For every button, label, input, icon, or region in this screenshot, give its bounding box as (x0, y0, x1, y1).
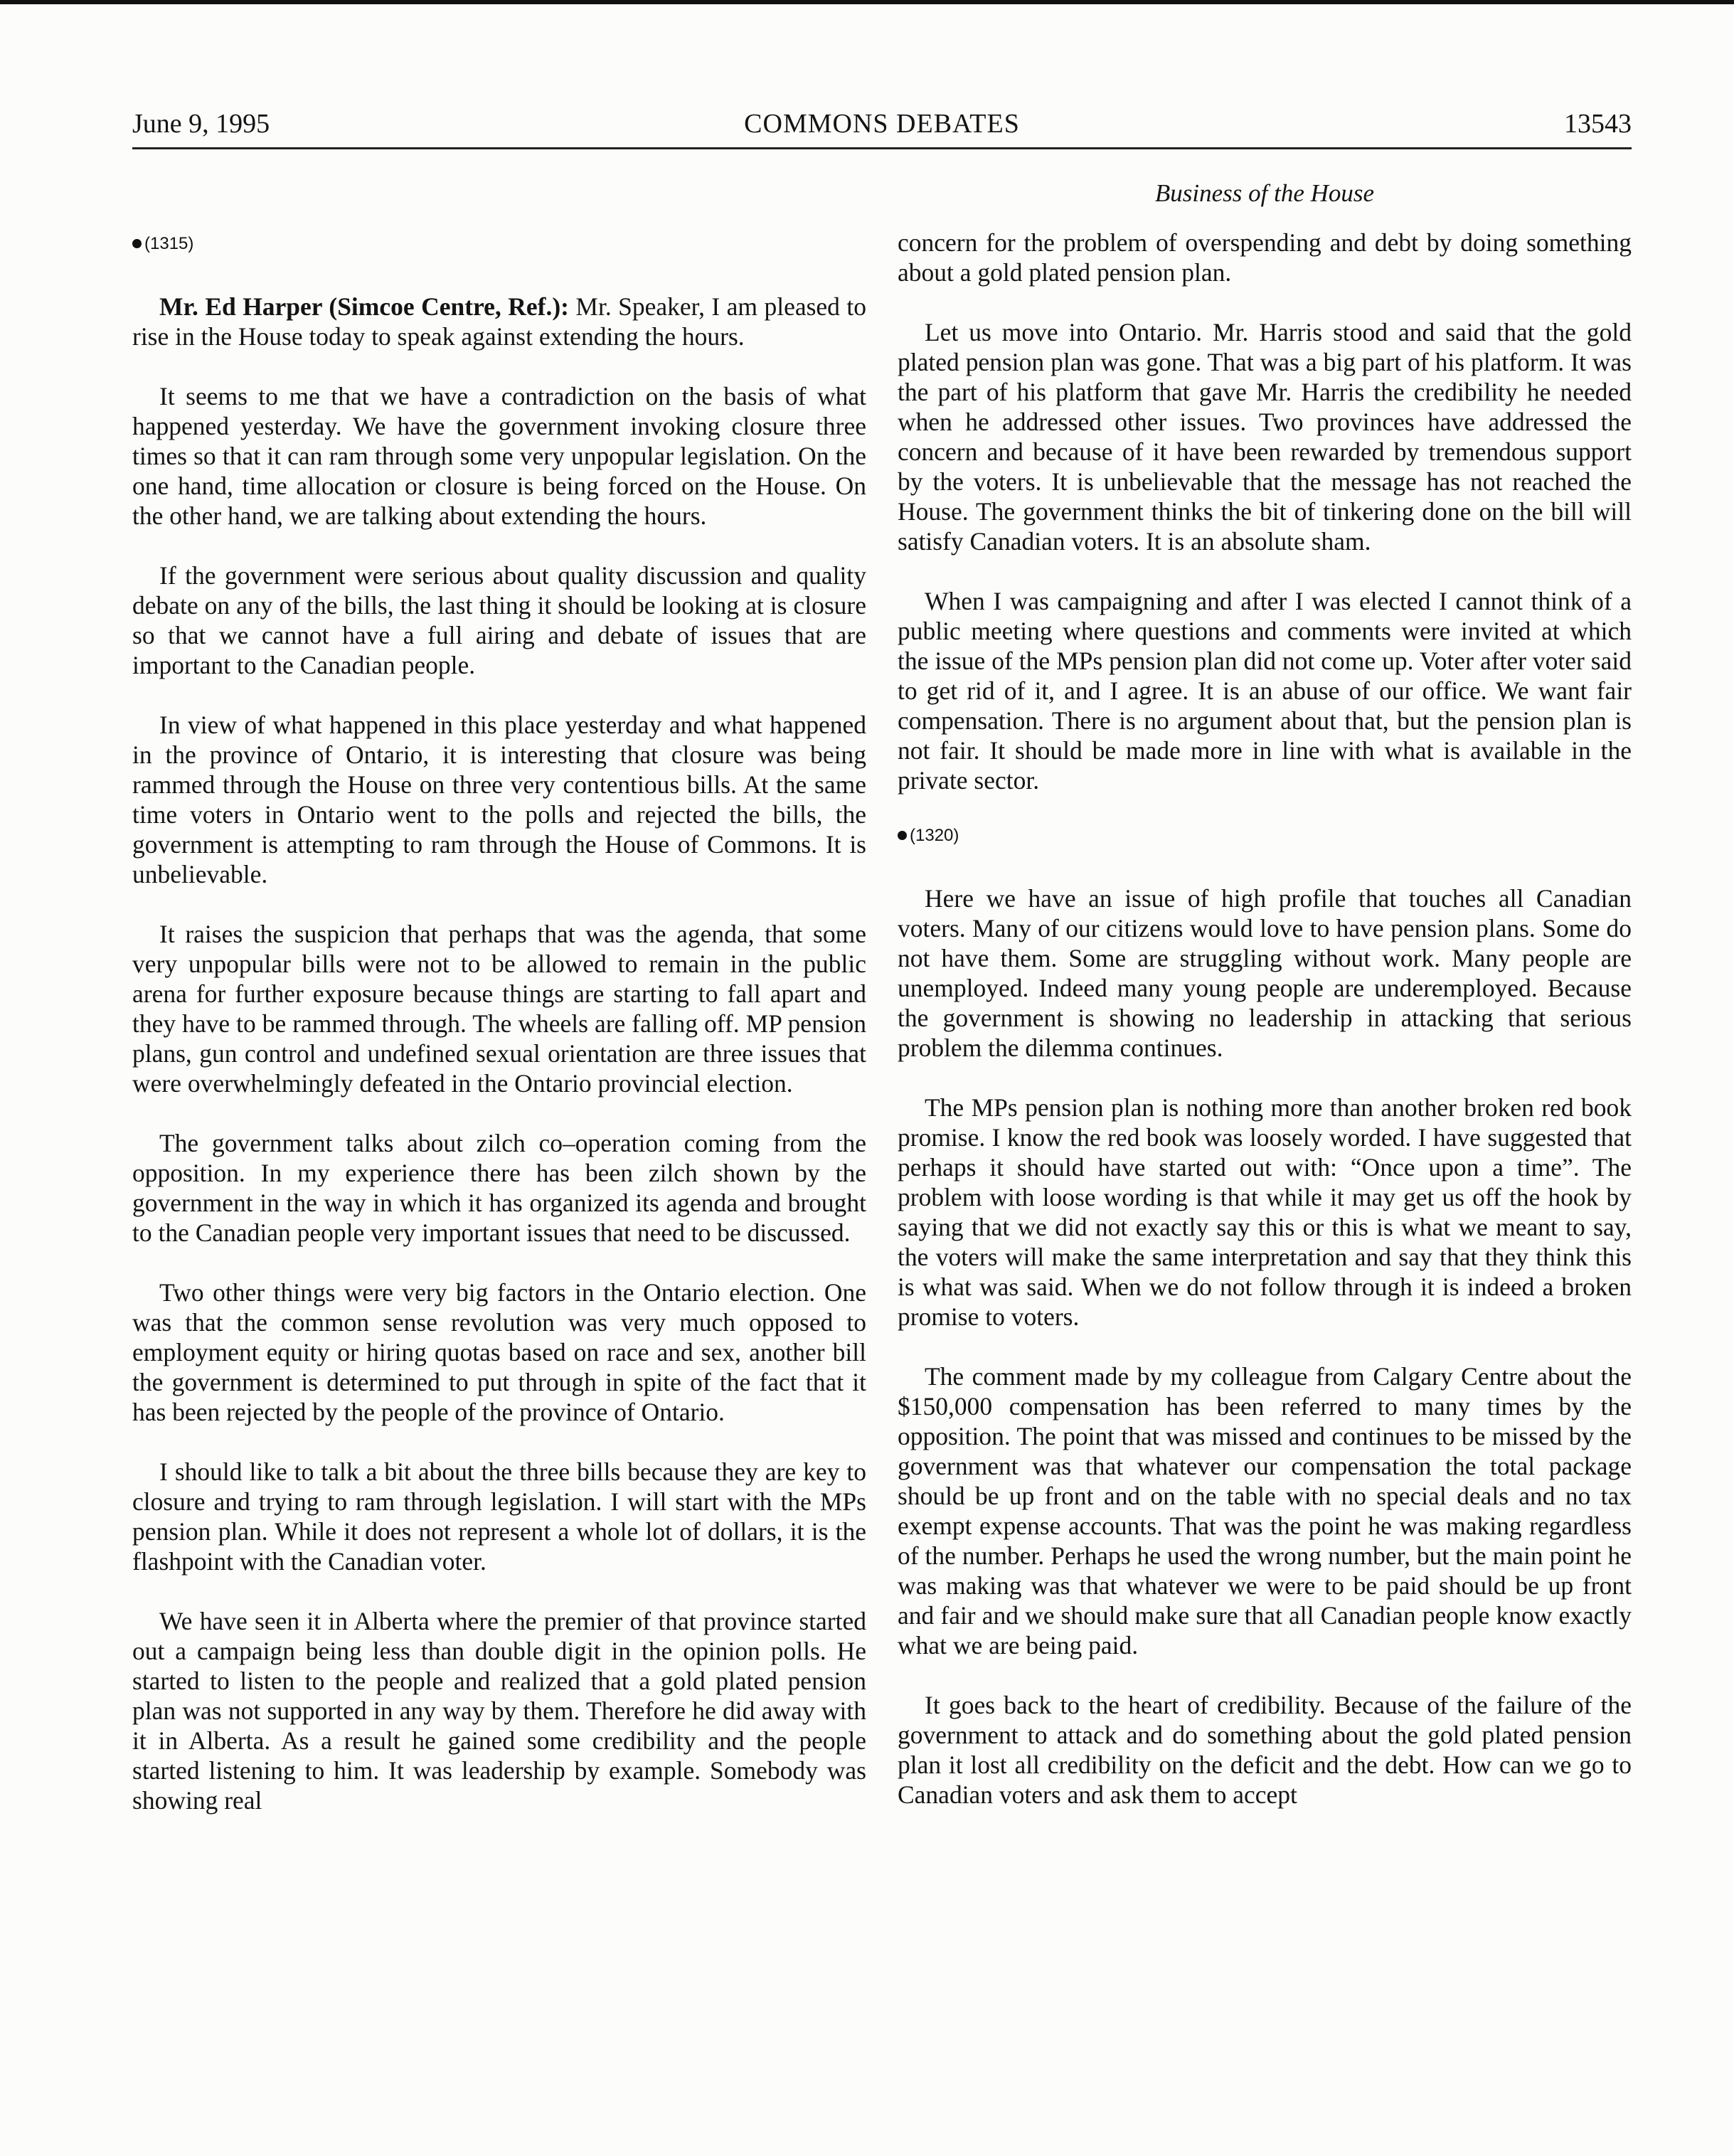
paragraph: I should like to talk a bit about the three bills because they are key to closure and trying to ram through legislation. I will start with the MPs pension plan. While it does not represent a whole lot of dollars, it is the flashpoint with the Canadian voter. (132, 1457, 866, 1576)
paragraph: When I was campaigning and after I was elected I cannot think of a public meeting where questions and comments were invited at which the issue of the MPs pension plan did not come up. Voter after voter said to get rid of it, and I agree. It is an abuse of our office. We want fair compensation. There is no argument about that, but the pension plan is not fair. It should be made more in line with what is available in the private sector. (898, 587, 1632, 795)
paragraph: In view of what happened in this place yesterday and what happened in the province of Ontario, it is interesting that closure was being rammed through the House on three very contentious bills. At the same time voters in Ontario went to the polls and rejected the bills, the government is attempting to ram through the House of Commons. It is unbelievable. (132, 711, 866, 888)
paragraph: It seems to me that we have a contradiction on the basis of what happened yesterday. We have the government invoking closure three times so that it can ram through some very unpopular legislation. On the one hand, time allocation or closure is being forced on the House. On the other hand, we are talking about extending the hours. (132, 382, 866, 530)
header-date: June 9, 1995 (132, 109, 270, 139)
paragraph: Here we have an issue of high profile that touches all Canadian voters. Many of our citizens would love to have pension plans. Some do not have them. Some are struggling without work. Many people are unemployed. Indeed many young people are underemployed. Because the government is showing no leadership in attacking that serious problem the dilemma continues. (898, 884, 1632, 1062)
paragraph: We have seen it in Alberta where the premier of that province started out a campaign being less than double digit in the opinion polls. He started to listen to the people and realized that a gold plated pension plan was not supported in any way by them. Therefore he did away with it in Alberta. As a result he gained some credibility and the people started listening to him. It was leadership by example. Somebody was showing real (132, 1607, 866, 1815)
paragraph: The MPs pension plan is nothing more than another broken red book promise. I know the red book was loosely worded. I have suggested that perhaps it should have started out with: “Once upon a time”. The problem with loose wording is that while it may get us off the hook by saying that we did not exactly say this or this is what we meant to say, the voters will make the same interpretation and say that they think this is what was said. When we do not follow through it is indeed a broken promise to voters. (898, 1093, 1632, 1331)
time-marker-label: (1320) (910, 826, 959, 845)
header-publication: COMMONS DEBATES (744, 109, 1020, 139)
bullet-icon (132, 239, 142, 248)
paragraph: It goes back to the heart of credibility. Because of the failure of the government to attack and do something about the gold plated pension plan it lost all credibility on the deficit and the debt. How can we go to Canadian voters and ask them to accept (898, 1691, 1632, 1809)
header-rule (132, 147, 1632, 149)
time-marker (132, 233, 866, 255)
right-column (898, 228, 1632, 1839)
left-column (132, 228, 866, 1845)
paragraph-text: Mr. Speaker, I am pleased to rise in the House today to speak against extending the hours. (132, 292, 866, 351)
time-marker-label: (1315) (144, 234, 194, 253)
paragraph-continued: concern for the problem of overspending and debt by doing something about a gold plated pension plan. (898, 228, 1632, 287)
paragraph: The government talks about zilch co–operation coming from the opposition. In my experience there has been zilch shown by the government in the way in which it has organized its agenda and brought to the Canadian people very important issues that need to be discussed. (132, 1129, 866, 1247)
page-header (132, 105, 1632, 145)
paragraph: Two other things were very big factors in the Ontario election. One was that the common sense revolution was very much opposed to employment equity or hiring quotas based on race and sex, another bill the government is determined to put through in spite of the fact that it has been rejected by the people of the province of Ontario. (132, 1278, 866, 1426)
section-title: Business of the House (1154, 179, 1375, 207)
time-marker (898, 825, 1632, 846)
header-page-number: 13543 (1564, 109, 1632, 139)
paragraph: Let us move into Ontario. Mr. Harris stood and said that the gold plated pension plan was gone. That was a big part of his platform. It was the part of his platform that gave Mr. Harris the credibility he needed when he addressed other issues. Two provinces have addressed the concern and because of it have been rewarded by tremendous support by the voters. It is unbelievable that the message has not reached the House. The government thinks the bit of tinkering done on the bill will satisfy Canadian voters. It is an absolute sham. (898, 318, 1632, 556)
bullet-icon (898, 831, 907, 840)
paragraph: If the government were serious about quality discussion and quality debate on any of the bills, the last thing it should be looking at is closure so that we cannot have a full airing and debate of issues that are important to the Canadian people. (132, 561, 866, 679)
paragraph: It raises the suspicion that perhaps that was the agenda, that some very unpopular bills were not to be allowed to remain in the public arena for further exposure because things are starting to fall apart and they have to be rammed through. The wheels are falling off. MP pension plans, gun control and undefined sexual orientation are three issues that were overwhelmingly defeated in the Ontario provincial election. (132, 920, 866, 1098)
paragraph (132, 292, 866, 351)
paragraph: The comment made by my colleague from Calgary Centre about the $150,000 compensation has been referred to many times by the opposition. The point that was missed and continues to be missed by the government was that whatever our compensation the total package should be up front and on the table with no special deals and no tax exempt expense accounts. That was the point he was making regardless of the number. Perhaps he used the wrong number, but the main point he was making was that whatever we were to be paid should be up front and fair and we should make sure that all Canadian people know exactly what we are being paid. (898, 1362, 1632, 1660)
scan-top-edge (0, 0, 1734, 4)
speaker-name: Mr. Ed Harper (Simcoe Centre, Ref.): (159, 292, 569, 321)
